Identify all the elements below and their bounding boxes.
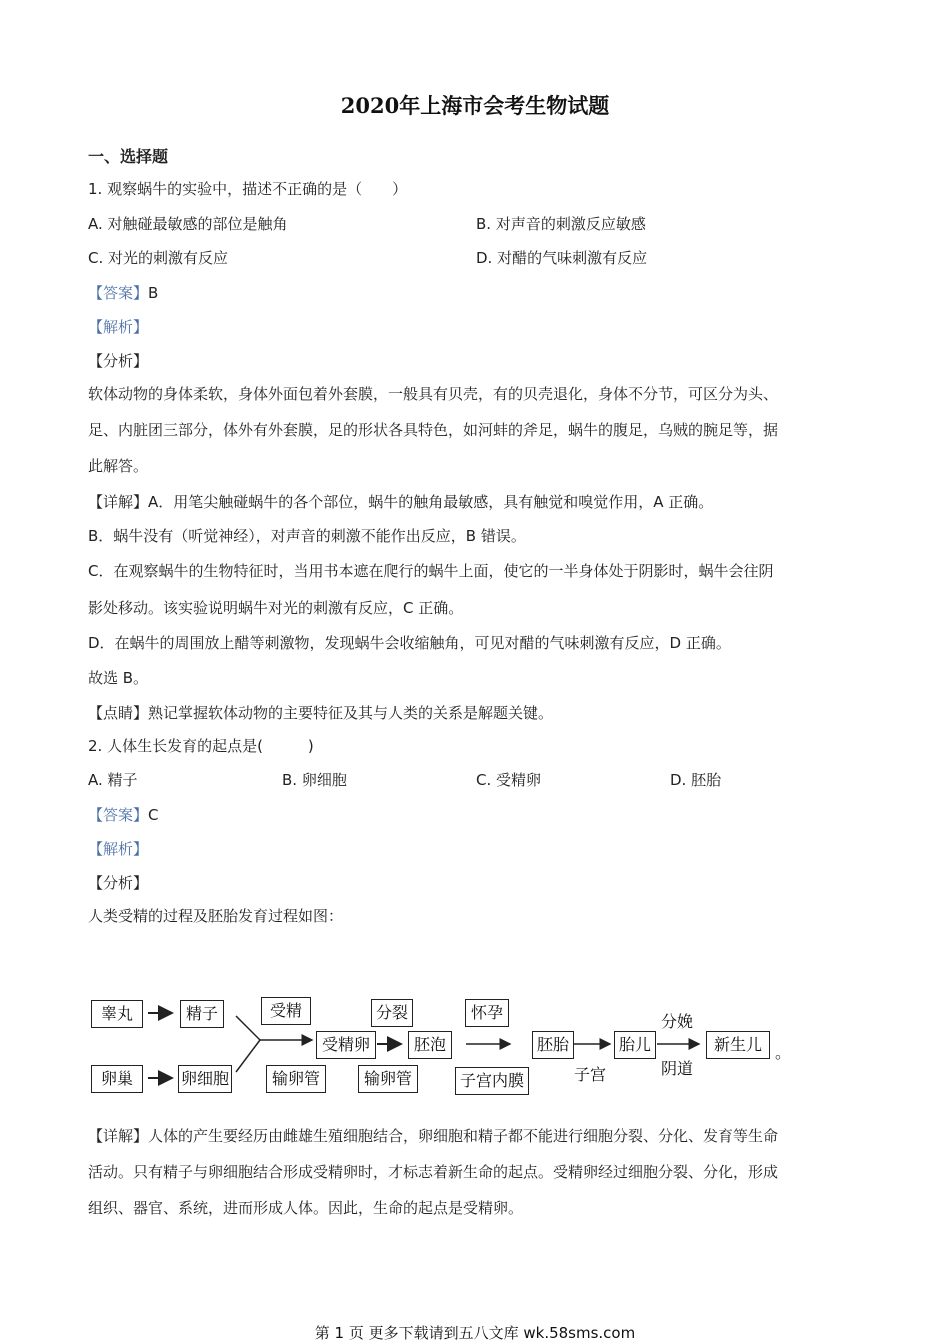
q2-analysis-tag: 【解析】 bbox=[88, 840, 149, 858]
detail-line: 活动。只有精子与卵细胞结合形成受精卵时，才标志着新生命的起点。受精卵经过细胞分裂、分化，形成 bbox=[88, 1163, 779, 1181]
box-egg: 卵细胞 bbox=[178, 1065, 232, 1093]
box-endometrium: 子宫内膜 bbox=[455, 1067, 529, 1095]
q2-fenxi-tag: 【分析】 bbox=[88, 874, 149, 892]
box-pregnancy: 怀孕 bbox=[465, 999, 509, 1027]
q2-answer bbox=[88, 804, 159, 825]
q1-detail-d: D．在蜗牛的周围放上醋等刺激物，发现蜗牛会收缩触角，可见对醋的气味刺激有反应，D 正确。 bbox=[88, 634, 731, 652]
box-oviduct-2: 输卵管 bbox=[358, 1065, 418, 1093]
box-embryo: 胚胎 bbox=[532, 1031, 574, 1059]
detail-line: 组织、器官、系统，进而形成人体。因此，生命的起点是受精卵。 bbox=[88, 1199, 524, 1217]
box-sperm: 精子 bbox=[180, 1000, 224, 1028]
q1-fenxi-tag: 【分析】 bbox=[88, 352, 149, 370]
box-blastocyst: 胚泡 bbox=[408, 1031, 452, 1059]
box-fertilization: 受精 bbox=[261, 997, 311, 1025]
q1-answer bbox=[88, 282, 158, 303]
box-ovary: 卵巢 bbox=[91, 1065, 143, 1093]
box-oviduct-1: 输卵管 bbox=[266, 1065, 326, 1093]
box-testis: 睾丸 bbox=[91, 1000, 143, 1028]
fenxi-line: 软体动物的身体柔软，身体外面包着外套膜，一般具有贝壳，有的贝壳退化，身体不分节，可区分为头、 bbox=[88, 385, 779, 403]
label-period: 。 bbox=[775, 1043, 792, 1062]
answer-tag: 【答案】 bbox=[88, 284, 149, 302]
label-delivery: 分娩 bbox=[661, 1012, 694, 1031]
q1-analysis-tag: 【解析】 bbox=[88, 318, 149, 336]
q1-option-c: C. 对光的刺激有反应 bbox=[88, 249, 229, 267]
section-heading: 一、选择题 bbox=[88, 147, 169, 166]
q2-option-d: D. 胚胎 bbox=[670, 771, 722, 789]
fenxi-line: 足、内脏团三部分，体外有外套膜，足的形状各具特色，如河蚌的斧足，蜗牛的腹足，乌贼的腕足等，据 bbox=[88, 421, 779, 439]
fenxi-line: 此解答。 bbox=[88, 457, 149, 475]
q2-detail-text bbox=[88, 1118, 778, 1226]
page-title: 2020年上海市会考生物试题 bbox=[340, 93, 610, 118]
q2-stem: 2. 人体生长发育的起点是( ) bbox=[88, 737, 314, 755]
q1-conclusion: 故选 B。 bbox=[88, 669, 149, 687]
label-vagina: 阴道 bbox=[661, 1059, 694, 1078]
q2-option-c: C. 受精卵 bbox=[476, 771, 542, 789]
q1-option-d: D. 对醋的气味刺激有反应 bbox=[476, 249, 648, 267]
q1-option-b: B. 对声音的刺激反应敏感 bbox=[476, 215, 646, 233]
q2-intro: 人类受精的过程及胚胎发育过程如图： bbox=[88, 907, 344, 925]
box-division: 分裂 bbox=[371, 999, 413, 1027]
q2-option-b: B. 卵细胞 bbox=[282, 771, 347, 789]
q1-detail-a: 【详解】A．用笔尖触碰蜗牛的各个部位，蜗牛的触角最敏感，具有触觉和嗅觉作用，A 正确。 bbox=[88, 493, 714, 511]
q1-stem: 1. 观察蜗牛的实验中，描述不正确的是（ ） bbox=[88, 180, 408, 198]
q1-option-a: A. 对触碰最敏感的部位是触角 bbox=[88, 215, 288, 233]
answer-value: C bbox=[148, 806, 159, 824]
label-uterus: 子宫 bbox=[574, 1065, 607, 1084]
answer-tag: 【答案】 bbox=[88, 806, 149, 824]
q1-fenxi-text bbox=[88, 376, 778, 484]
q1-tip: 【点睛】熟记掌握软体动物的主要特征及其与人类的关系是解题关键。 bbox=[88, 704, 554, 722]
box-fetus: 胎儿 bbox=[614, 1031, 656, 1059]
q1-detail-c2: 影处移动。该实验说明蜗牛对光的刺激有反应，C 正确。 bbox=[88, 599, 464, 617]
q1-detail-b: B．蜗牛没有（听觉神经），对声音的刺激不能作出反应，B 错误。 bbox=[88, 527, 526, 545]
arrow-merge bbox=[236, 1040, 260, 1072]
detail-line: 【详解】人体的产生要经历由雌雄生殖细胞结合，卵细胞和精子都不能进行细胞分裂、分化、发育等生命 bbox=[88, 1127, 779, 1145]
development-diagram bbox=[88, 990, 808, 1100]
answer-value: B bbox=[148, 284, 159, 302]
box-zygote: 受精卵 bbox=[316, 1031, 376, 1059]
arrow-merge bbox=[236, 1016, 260, 1040]
page-footer: 第 1 页 更多下载请到五八文库 wk.58sms.com bbox=[314, 1324, 636, 1342]
q2-option-a: A. 精子 bbox=[88, 771, 138, 789]
q1-detail-c1: C．在观察蜗牛的生物特征时，当用书本遮在爬行的蜗牛上面，使它的一半身体处于阴影时，蜗牛会往阴 bbox=[88, 562, 774, 580]
box-newborn: 新生儿 bbox=[706, 1031, 770, 1059]
